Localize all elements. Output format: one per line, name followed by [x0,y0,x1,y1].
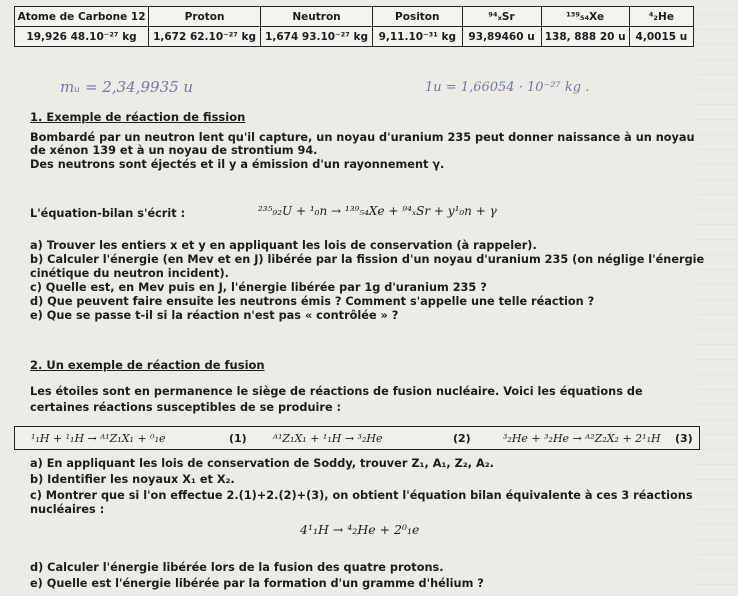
question-c: c) Quelle est, en Mev puis en J, l'énergie libérée par 1g d'uranium 235 ? [30,281,487,294]
section1-title: 1. Exemple de réaction de fission [30,110,246,124]
fusion-equations-box [14,426,700,450]
question-a: a) En appliquant les lois de conservation de Soddy, trouver Z₁, A₁, Z₂, A₂. [30,457,494,470]
paragraph-line: Des neutrons sont éjectés et il y a émission d'un rayonnement γ. [30,158,445,171]
question-a: a) Trouver les entiers x et y en appliquant les lois de conservation (à rappeler). [30,239,537,252]
question-c-cont: nucléaires : [30,503,105,516]
paragraph-line: Les étoiles sont en permanence le siège de réactions de fusion nucléaire. Voici les équations de [30,385,643,398]
fission-equation: ²³⁵₉₂U + ¹₀n → ¹³⁹₅₄Xe + ⁹⁴ₓSr + y¹₀n + γ [258,204,497,218]
question-c: c) Montrer que si l'on effectue 2.(1)+2.(2)+(3), on obtient l'équation bilan équivalente à ces 3 réactions [30,489,693,502]
equation-number: (1) [229,431,247,445]
table-header-cell: Neutron [261,7,373,27]
question-e: e) Quelle est l'énergie libérée par la formation d'un gramme d'hélium ? [30,577,484,590]
table-cell: 138, 888 20 u [541,27,629,47]
table-cell: 4,0015 u [629,27,693,47]
total-fusion-equation: 4¹₁H → ⁴₂He + 2⁰₁e [300,522,420,537]
mass-table [14,6,694,47]
table-cell: 19,926 48.10⁻²⁷ kg [15,27,149,47]
table-cell: 1,672 62.10⁻²⁷ kg [149,27,261,47]
section2-title: 2. Un exemple de réaction de fusion [30,358,265,372]
table-header-cell: ⁹⁴ₓSr [462,7,541,27]
question-d: d) Que peuvent faire ensuite les neutrons émis ? Comment s'appelle une telle réaction ? [30,295,595,308]
table-header-cell: ⁴₂He [629,7,693,27]
table-header-row [15,7,694,27]
question-b: b) Calculer l'énergie (en Mev et en J) libérée par la fission d'un noyau d'uranium 235 (on néglige l'énergie [30,253,705,266]
table-header-cell: Atome de Carbone 12 [15,7,149,27]
table-header-cell: Positon [373,7,463,27]
question-d: d) Calculer l'énergie libérée lors de la fusion des quatre protons. [30,561,444,574]
handwritten-note-left: mᵤ = 2,34,9935 u [60,78,194,96]
ruled-margin [698,0,738,596]
paragraph-line: de xénon 139 et à un noyau de strontium 94. [30,144,318,157]
table-row [15,27,694,47]
table-cell: 1,674 93.10⁻²⁷ kg [261,27,373,47]
paragraph-line: Bombardé par un neutron lent qu'il capture, un noyau d'uranium 235 peut donner naissance à un noyau [30,131,695,144]
question-b: b) Identifier les noyaux X₁ et X₂. [30,473,235,486]
table-header-cell: ¹³⁹₅₄Xe [541,7,629,27]
table-header-cell: Proton [149,7,261,27]
handwritten-note-right: 1u = 1,66054 · 10⁻²⁷ kg . [425,80,590,95]
fusion-equation-2: ᴬ¹Z₁X₁ + ¹₁H → ³₂He [273,431,383,445]
question-b-cont: cinétique du neutron incident). [30,267,229,280]
fusion-equation-1: ¹₁H + ¹₁H → ᴬ¹Z₁X₁ + ⁰₁e [31,431,166,445]
table-cell: 9,11.10⁻³¹ kg [373,27,463,47]
question-e: e) Que se passe t-il si la réaction n'est pas « contrôlée » ? [30,309,399,322]
paragraph-line: certaines réactions susceptibles de se produire : [30,401,342,414]
equation-number: (3) [675,431,693,445]
equation-label: L'équation-bilan s'écrit : [30,207,186,220]
fusion-equation-3: ³₂He + ³₂He → ᴬ²Z₂X₂ + 2¹₁H [503,431,661,445]
table-cell: 93,89460 u [462,27,541,47]
equation-number: (2) [453,431,471,445]
